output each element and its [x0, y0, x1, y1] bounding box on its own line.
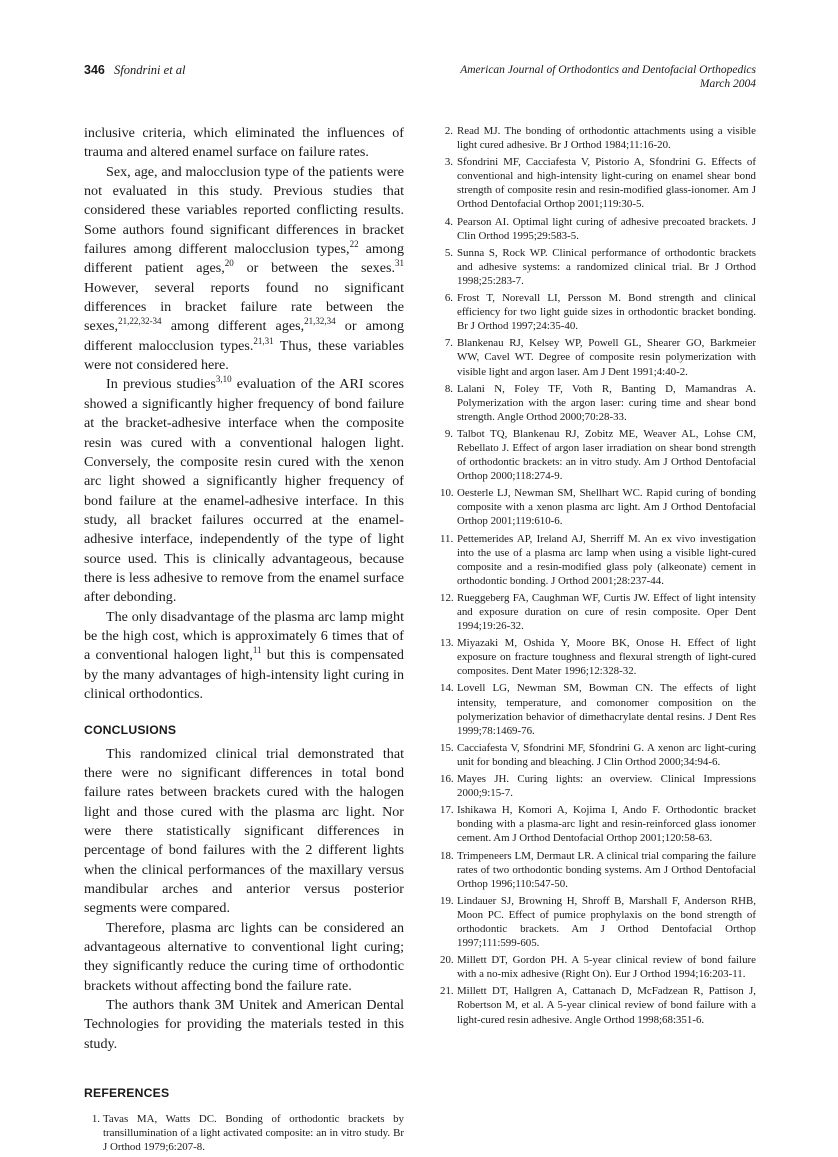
citation: 20 [224, 258, 234, 269]
reference-item: 17. Ishikawa H, Komori A, Kojima I, Ando F. Orthodontic bracket bonding with a plasma-arc light and resin-reinforced glass ionomer cement. Am J Orthod Dentofacial Orthop 2001;120:58-63. [440, 804, 756, 845]
discussion-paragraph: inclusive criteria, which eliminated the influences of trauma and altered enamel surface on failure rates. [84, 125, 404, 161]
reference-item: 7. Blankenau RJ, Kelsey WP, Powell GL, Shearer GO, Barkmeier WW, Cavel WT. Degree of composite resin polymerization with visible light and argon laser. Am J Dent 1991;4:40-2. [444, 337, 756, 378]
running-head-left [84, 63, 186, 78]
reference-item: 12. Rueggeberg FA, Caughman WF, Curtis JW. Effect of light intensity and exposure duration on cure of resin composite. Oper Dent 1994;19:26-32. [440, 591, 756, 633]
citation: 21,31 [253, 335, 274, 346]
reference-item: 20. Millett DT, Gordon PH. A 5-year clinical review of bond failure with a no-mix adhesive (Right On). Eur J Orthod 1994;16:203-11. [440, 954, 756, 981]
issue-date: March 2004 [699, 78, 756, 90]
reference-item: 1. Tavas MA, Watts DC. Bonding of orthodontic brackets by transillumination of a light activated composite: an in vitro study. Br J Orthod 1979;6:207-8. [91, 1112, 404, 1153]
discussion-paragraph: Sex, age, and malocclusion type of the patients were not evaluated in this study. Previous studies that considered these variables reported conflicting results. Some authors found significant differences in bracket failures among different malocclusion types,$^{22}$ among different patient ages,$^{20}$ or between the sexes.$^{31}$ However, several reports found no significant differences in bracket failure rate between the sexes,$^{21,22,32-34}$ among different ages,$^{21,32,34}$ or among different malocclusion types.$^{21,31}$ Thus, these variables were not considered here. [84, 163, 405, 374]
reference-item: 2. Read MJ. The bonding of orthodontic attachments using a visible light cured adhesive. Br J Orthod 1984;11:16-20. [444, 125, 756, 152]
running-head-right [460, 63, 756, 91]
reference-item: 8. Lalani N, Foley TF, Voth R, Banting D, Mamandras A. Polymerization with the argon laser: curing time and shear bond strength. Angle Orthod 2000;70:28-33. [444, 382, 756, 423]
conclusions-paragraph: This randomized clinical trial demonstrated that there were no significant differences in total bond failure rates between brackets cured with the halogen light and those cured with the plasma arc light. Nor were there statistically significant differences in percentage of bond failures with the 2 different lights when the clinical performances of the maxillary versus mandibular arches and anterior versus posterior segments were compared. [84, 745, 404, 917]
acknowledgment: The authors thank 3M Unitek and American Dental Technologies for providing the materials tested in this study. [84, 997, 404, 1052]
discussion-paragraph: In previous studies$^{3,10}$ evaluation of the ARI scores showed a significantly higher frequency of bond failure at the bracket-adhesive interface when the composite resin was cured with a conventional halogen light. Conversely, the composite resin cured with the xenon arc light showed a significantly higher frequency of bond failure at the enamel-adhesive interface. In this study, all bracket failures occurred at the enamel-adhesive interface, independently of the type of light source used. This is clinically advantageous, because there is less adhesive to remove from the enamel surface after debonding. [84, 374, 404, 606]
citation: 11 [252, 645, 262, 656]
conclusions-paragraph: Therefore, plasma arc lights can be considered an advantageous alternative to conventional light curing; they significantly reduce the curing time of orthodontic brackets without affecting bond the failure rate. [84, 919, 404, 994]
reference-item: 11. Pettemerides AP, Ireland AJ, Sherriff M. An ex vivo investigation into the use of a plasma arc lamp when using a visible light-cured composite and a resin-modified glass poly (alkeonate) cement in orthodontic bonding. J Orthod 2001;28:237-44. [440, 532, 756, 587]
running-head-authors: Sfondrini et al [113, 63, 186, 77]
reference-item: 6. Frost T, Norevall LI, Persson M. Bond strength and clinical efficiency for two light guide sizes in orthodontic bracket bonding. Br J Orthod 1997;24:35-40. [444, 292, 756, 333]
reference-item: 4. Pearson AI. Optimal light curing of adhesive precoated brackets. J Clin Orthod 1995;29:583-5. [444, 215, 756, 242]
journal-title: American Journal of Orthodontics and Dentofacial Orthopedics [460, 64, 756, 76]
conclusions-heading: CONCLUSIONS [84, 723, 177, 738]
page-number: 346 [84, 63, 105, 77]
reference-item: 5. Sunna S, Rock WP. Clinical performance of orthodontic brackets and adhesive systems: a randomized clinical trial. Br J Orthod 1998;25:283-7. [444, 246, 756, 287]
reference-item: 15. Cacciafesta V, Sfondrini MF, Sfondrini G. A xenon arc light-curing unit for bonding and bleaching. J Clin Orthod 2000;34:94-6. [440, 741, 756, 768]
citation: 21,32,34 [304, 316, 336, 327]
right-column [440, 124, 756, 1030]
reference-item: 19. Lindauer SJ, Browning H, Shroff B, Marshall F, Anderson RHB, Moon PC. Effect of pumice prophylaxis on the bond strength of orthodontic brackets. Am J Orthod Dentofacial Orthop 1997;111:599-605. [440, 894, 756, 950]
reference-item: 16. Mayes JH. Curing lights: an overview. Clinical Impressions 2000;9:15-7. [440, 773, 756, 800]
reference-item: 21. Millett DT, Hallgren A, Cattanach D, McFadzean R, Pattison J, Robertson M, et al. A 5-year clinical review of bond failure with a light-cured resin adhesive. Angle Orthod 1998;68:351-6. [440, 985, 756, 1026]
running-head [84, 63, 756, 93]
reference-item: 3. Sfondrini MF, Cacciafesta V, Pistorio A, Sfondrini G. Effects of conventional and high-intensity light-curing on enamel shear bond strength of composite resin and resin-modified glass-ionomer. Am J Orthod Dentofacial Orthop 2001;119:30-5. [444, 156, 756, 211]
reference-item: 13. Miyazaki M, Oshida Y, Moore BK, Onose H. Effect of light exposure on fracture toughness and flexural strength of light-cured composites. Dent Mater 1996;12:328-32. [440, 637, 756, 678]
citation: 31 [395, 258, 404, 269]
discussion-paragraph: The only disadvantage of the plasma arc lamp might be the high cost, which is approximately 6 times that of a conventional halogen light,$^{11}$ but this is compensated by the many advantages of high-intensity light curing in clinical orthodontics. [84, 608, 404, 702]
reference-item: 10. Oesterle LJ, Newman SM, Shellhart WC. Rapid curing of bonding composite with a xenon plasma arc light. Am J Orthod Dentofacial Orthop 2001;119:610-6. [440, 487, 756, 528]
reference-item: 14. Lovell LG, Newman SM, Bowman CN. The effects of light intensity, temperature, and comonomer composition on the polymerization behavior of dimethacrylate dental resins. J Dent Res 1999;78:1469-76. [440, 682, 756, 737]
reference-item: 9. Talbot TQ, Blankenau RJ, Zobitz ME, Weaver AL, Lohse CM, Rebellato J. Effect of argon laser irradiation on shear bond strength of orthodontic brackets: an in vitro study. Am J Orthod Dentofacial Orthop 2000;118:274-9. [444, 427, 756, 483]
reference-item: 18. Trimpeneers LM, Dermaut LR. A clinical trial comparing the failure rates of two orthodontic bonding systems. Am J Orthod Dentofacial Orthop 1996;110:547-50. [440, 849, 756, 890]
citation: 3,10 [215, 374, 232, 385]
citation: 21,22,32-34 [118, 316, 162, 327]
citation: 22 [349, 239, 359, 250]
reference-list [440, 124, 756, 1027]
reference-list [86, 1112, 404, 1154]
left-column [84, 124, 404, 1157]
references-heading: REFERENCES [84, 1086, 170, 1101]
